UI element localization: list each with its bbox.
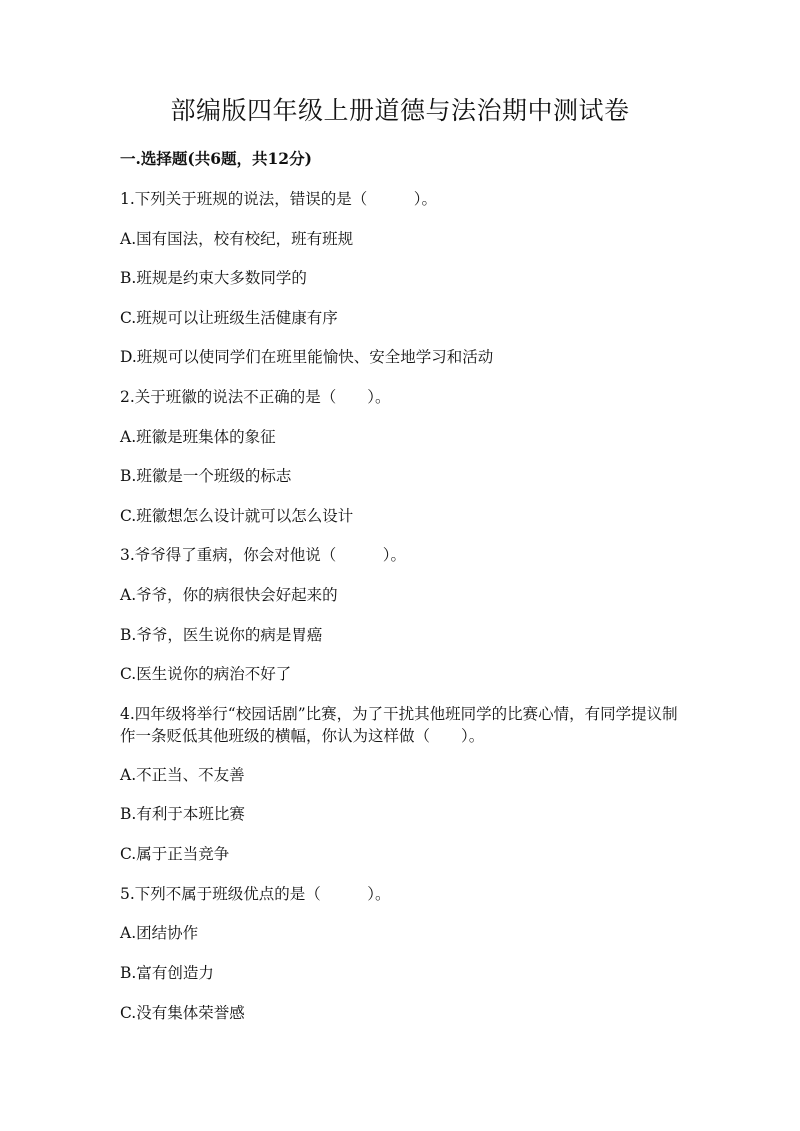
question-3-stem: 3.爷爷得了重病，你会对他说（ ）。 bbox=[120, 546, 407, 564]
question-4-option-a: A.不正当、不友善 bbox=[120, 766, 245, 784]
question-4-option-c: C.属于正当竞争 bbox=[120, 845, 230, 863]
question-3-option-a: A.爷爷，你的病很快会好起来的 bbox=[120, 586, 338, 604]
question-5-option-c: C.没有集体荣誉感 bbox=[120, 1004, 245, 1022]
question-1-option-c: C.班规可以让班级生活健康有序 bbox=[120, 309, 338, 327]
question-1-option-d: D.班规可以使同学们在班里能愉快、安全地学习和活动 bbox=[120, 348, 494, 366]
question-4-option-b: B.有利于本班比赛 bbox=[120, 805, 245, 823]
section-heading: 一.选择题(共6题，共12分) bbox=[120, 149, 312, 168]
question-2-stem: 2.关于班徽的说法不正确的是（ ）。 bbox=[120, 388, 391, 406]
question-4-stem: 4.四年级将举行“校园话剧”比赛，为了干扰其他班同学的比赛心情，有同学提议制作一条贬低其他班级的横幅，你认为这样做（ ）。 bbox=[120, 705, 678, 745]
question-5-stem: 5.下列不属于班级优点的是（ ）。 bbox=[120, 885, 391, 903]
question-2-option-b: B.班徽是一个班级的标志 bbox=[120, 467, 292, 485]
question-2-option-c: C.班徽想怎么设计就可以怎么设计 bbox=[120, 507, 354, 525]
question-1-option-a: A.国有国法，校有校纪，班有班规 bbox=[120, 230, 354, 248]
question-1-option-b: B.班规是约束大多数同学的 bbox=[120, 269, 307, 287]
question-2-option-a: A.班徽是班集体的象征 bbox=[120, 428, 276, 446]
question-1-stem: 1.下列关于班规的说法，错误的是（ ）。 bbox=[120, 190, 438, 208]
question-5-option-b: B.富有创造力 bbox=[120, 964, 214, 982]
page-title: 部编版四年级上册道德与法治期中测试卷 bbox=[170, 96, 630, 125]
question-5-option-a: A.团结协作 bbox=[120, 924, 199, 942]
question-3-option-b: B.爷爷，医生说你的病是胃癌 bbox=[120, 626, 323, 644]
question-3-option-c: C.医生说你的病治不好了 bbox=[120, 665, 292, 683]
